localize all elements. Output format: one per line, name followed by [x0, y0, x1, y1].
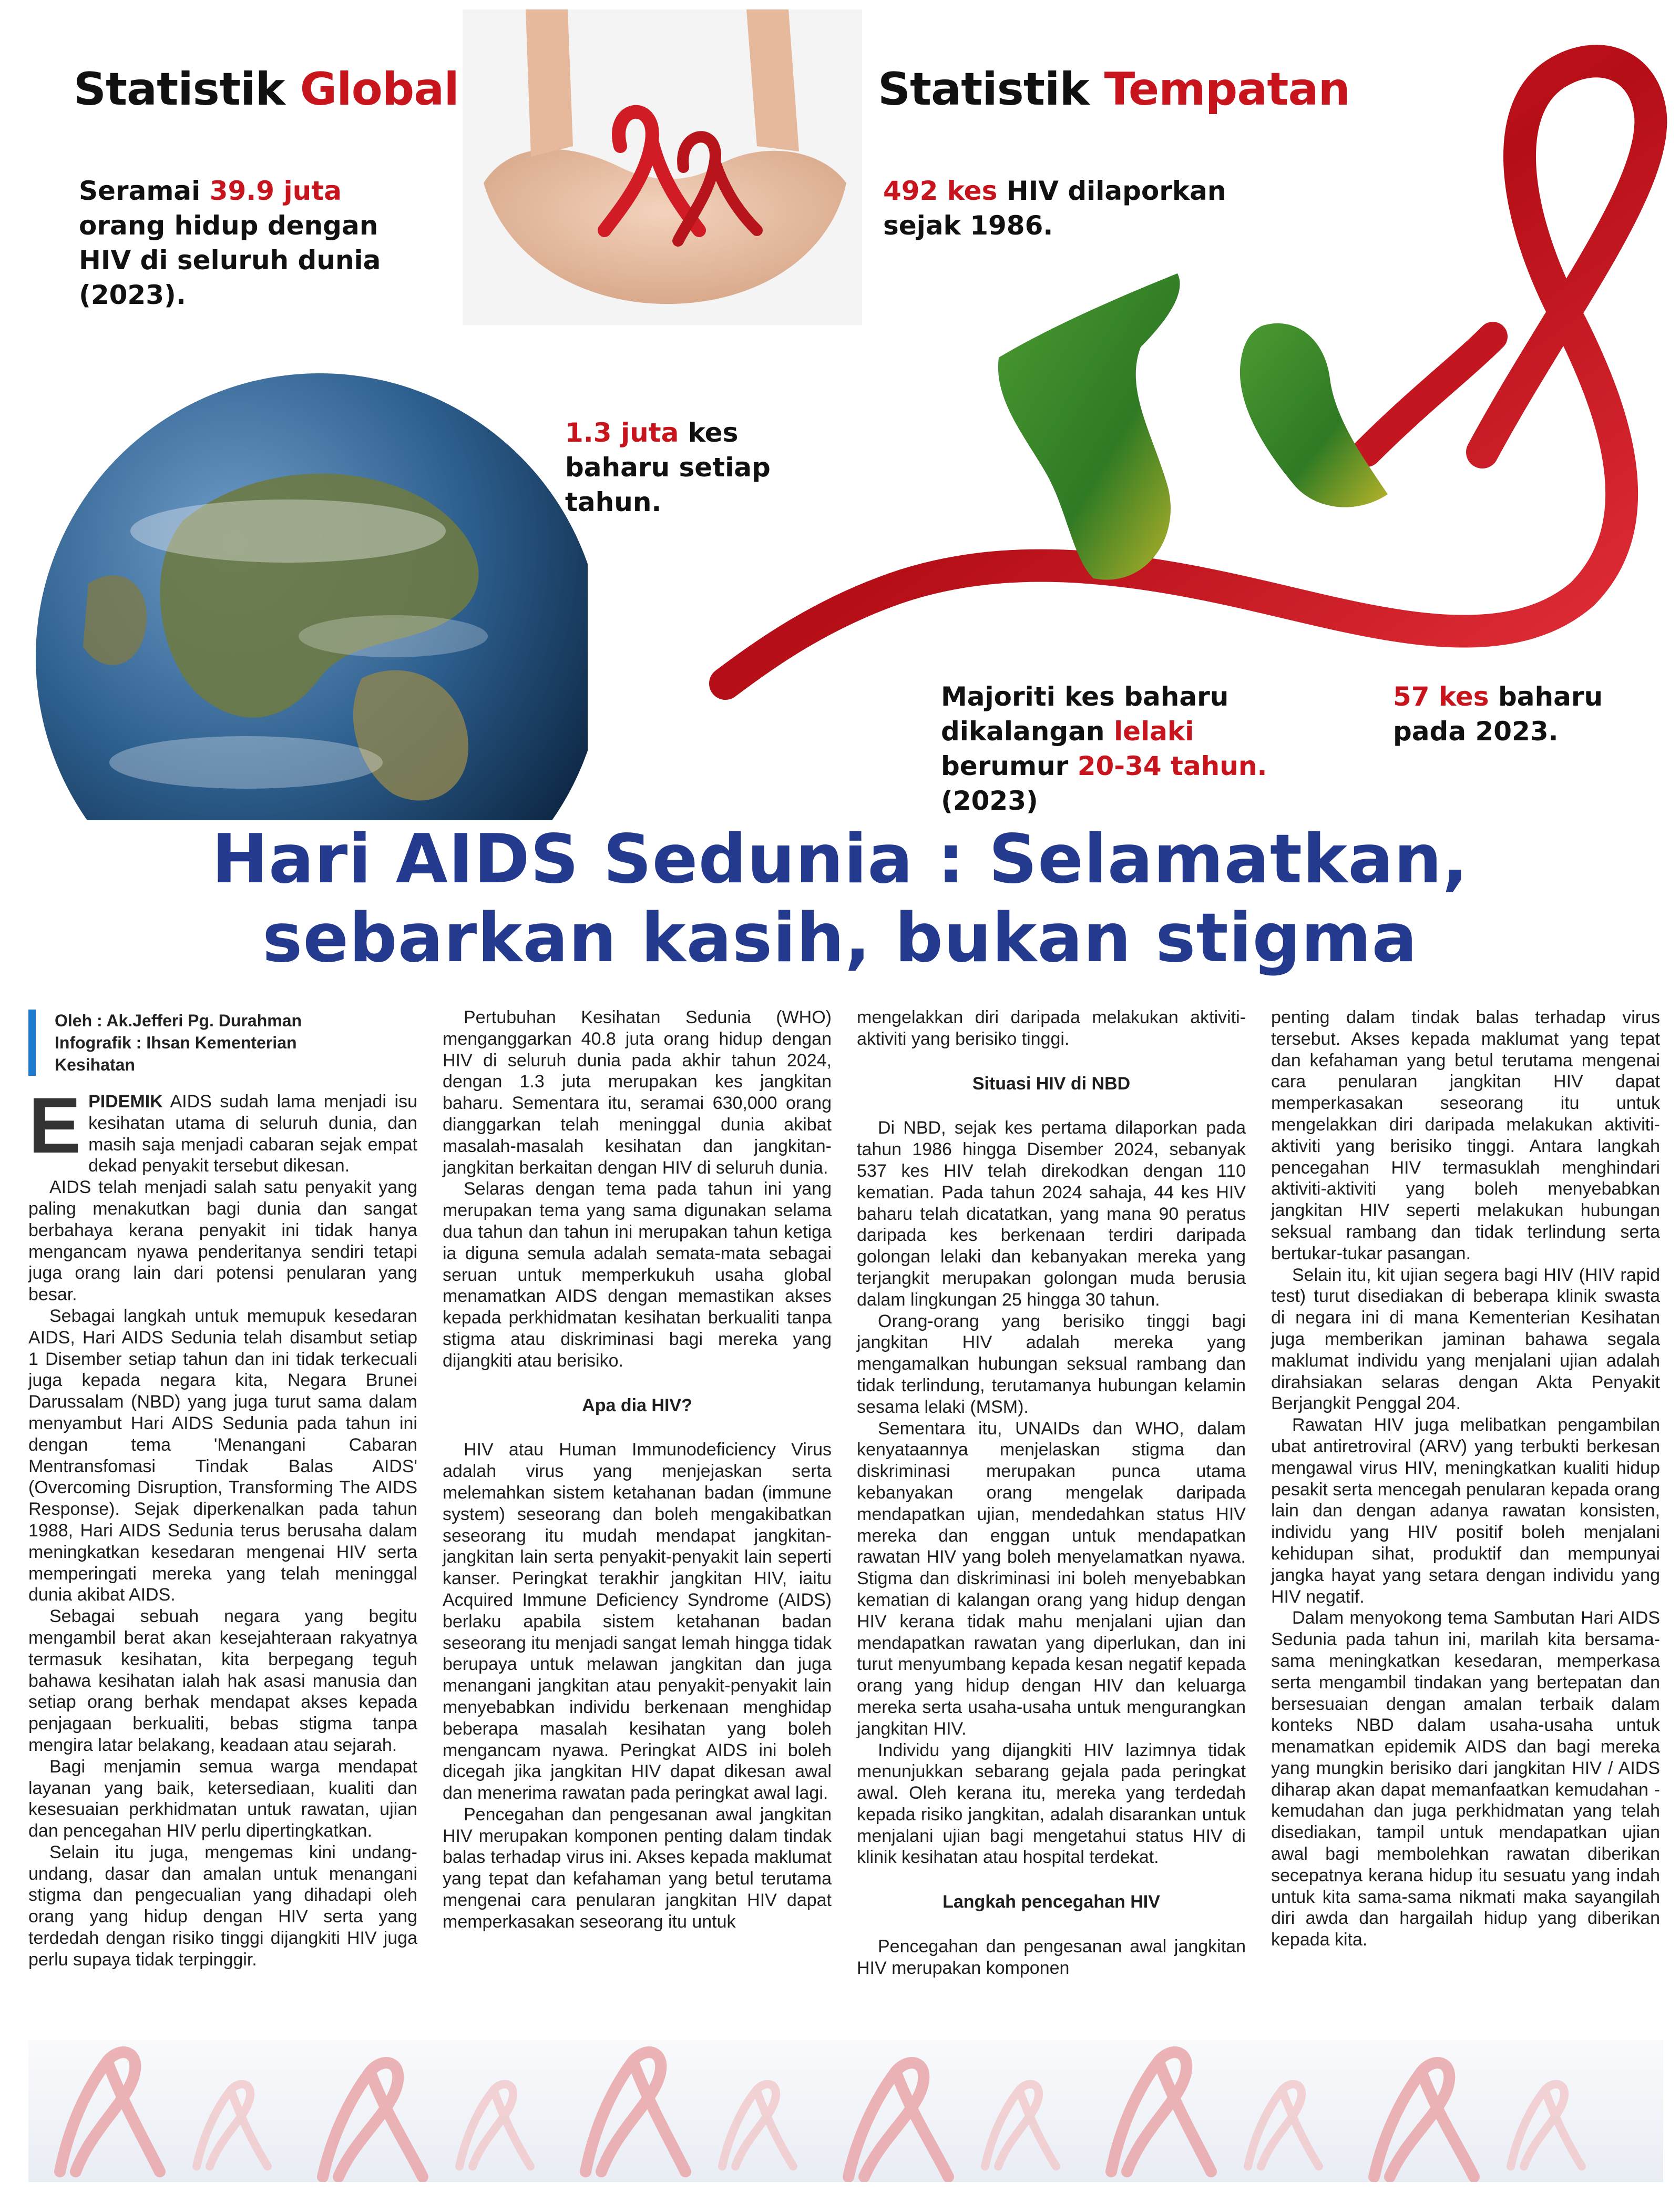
paragraph: Sebagai langkah untuk memupuk kesedaran AIDS, Hari AIDS Sedunia telah disambut setiap 1 Disember setiap tahun dan ini tidak terkecuali juga kepada negara kita, Negara Brunei Darussalam (NBD) yang juga turut sama dalam menyambut Hari AIDS Sedunia pada tahun ini dengan tema 'Menangani Cabaran Mentransfomasi Tindak Balas AIDS' (Overcoming Disruption, Transforming The AIDS Response). Sejak diperkenalkan pada tahun 1988, Hari AIDS Sedunia terus berusaha dalam meningkatkan kesedaran mengenai HIV serta memperingati mereka yang telah meninggal dunia akibat AIDS. [28, 1306, 417, 1605]
earth-globe-image [25, 363, 588, 820]
global-stats-title: Statistik Global [74, 63, 459, 116]
paragraph: Pertubuhan Kesihatan Sedunia (WHO) menganggarkan 40.8 juta orang hidup dengan HIV di seluruh dunia pada akhir tahun 2024, dengan 1.3 juta merupakan kes jangkitan baharu. Sementara itu, seramai 630,000 orang dianggarkan telah meninggal dunia akibat masalah-masalah kesihatan dan jangkitan-jangkitan berkaitan dengan HIV di seluruh dunia. [443, 1007, 832, 1178]
paragraph: HIV atau Human Immunodeficiency Virus adalah virus yang menjejaskan serta melemahkan sistem ketahanan badan (immune system) seseorang dan boleh mengakibatkan seseorang itu mudah mendapat jangkitan-jangkitan lain serta penyakit-penyakit lain seperti kanser. Peringkat terakhir jangkitan HIV, iaitu Acquired Immune Deficiency Syndrome (AIDS) berlaku apabila sistem ketahanan badan seseorang itu menjadi sangat lemah hingga tidak berupaya untuk melawan jangkitan dan juga menangani jangkitan atau penyakit-penyakit lain menyebabkan individu berkenaan menghidap beberapa masalah kesihatan yang boleh mengancam nyawa. Peringkat AIDS ini boleh dicegah jika jangkitan HIV dapat dikesan awal dan menerima rawatan pada peringkat awal lagi. [443, 1440, 832, 1803]
paragraph: Sementara itu, UNAIDs dan WHO, dalam kenyataannya menjelaskan stigma dan diskriminasi merupakan punca utama kebanyakan orang mengelak daripada mendapatkan ujian, mendedahkan status HIV mereka dan enggan untuk mendapatkan rawatan HIV yang boleh menyelamatkan nyawa. Stigma dan diskriminasi ini boleh menyebabkan kematian di kalangan orang yang hidup dengan HIV kerana tidak mahu menjalani ujian dan mendapatkan rawatan yang diperlukan, dan ini turut menyumbang kepada kesan negatif kepada orang yang hidup dengan HIV dan keluarga mereka serta usaha-usaha untuk mengurangkan jangkitan HIV. [857, 1418, 1246, 1739]
article-column-2 [443, 1007, 832, 1933]
paragraph: Di NBD, sejak kes pertama dilaporkan pada tahun 1986 hingga Disember 2024, sebanyak 537 kes HIV telah direkodkan dengan 110 kematian. Pada tahun 2024 sahaja, 44 kes HIV baharu telah dicatatkan, yang mana 90 peratus daripada kes berkenaan terdiri daripada golongan lelaki dan kebanyakan mereka yang terjangkit merupakan golongan muda berusia dalam lingkungan 25 hingga 30 tahun. [857, 1118, 1246, 1310]
paragraph: Selain itu juga, mengemas kini undang-undang, dasar dan amalan untuk menangani stigma dan pengecualian yang dihadapi oleh orang yang hidup dengan HIV serta yang terdedah dengan risiko tinggi dijangkiti HIV juga perlu supaya tidak terpinggir. [28, 1842, 417, 1970]
paragraph: Orang-orang yang berisiko tinggi bagi jangkitan HIV adalah mereka yang mengamalkan hubungan seksual rambang dan tidak terlindung, terutamanya hubungan kelamin sesama lelaki (MSM). [857, 1311, 1246, 1417]
paragraph: Bagi menjamin semua warga mendapat layanan yang baik, ketersediaan, kualiti dan kesesuaian perkhidmatan untuk rawatan, ujian dan pencegahan HIV perlu dipertingkatkan. [28, 1756, 417, 1841]
article-column-3 [857, 1007, 1246, 1979]
lead-paragraph [28, 1081, 417, 1177]
byline [28, 1010, 438, 1076]
byline-author: Oleh : Ak.Jefferi Pg. Durahman [55, 1011, 302, 1030]
subheading-situasi-hiv: Situasi HIV di NBD [972, 1073, 1131, 1094]
lead-text: AIDS sudah lama menjadi isu kesihatan utama di seluruh dunia, dan masih saja menjadi cabaran sejak empat dekad penyakit tersebut dikesan. [88, 1092, 417, 1176]
article-column-4 [1271, 1007, 1660, 1951]
local-stats-title: Statistik Tempatan [878, 63, 1350, 116]
paragraph: Selain itu, kit ujian segera bagi HIV (HIV rapid test) turut disediakan di beberapa klinik swasta di negara ini di mana Kementerian Kesihatan juga memberikan jaminan bahawa segala maklumat individu yang menjalani ujian adalah dirahsiakan selaras dengan Akta Penyakit Berjangkit Penggal 204. [1271, 1265, 1660, 1414]
paragraph: Pencegahan dan pengesanan awal jangkitan HIV merupakan komponen [857, 1937, 1246, 1978]
paragraph: AIDS telah menjadi salah satu penyakit yang paling menakutkan bagi dunia dan sangat berbahaya kerana penyakit ini tidak hanya mengancam nyawa penderitanya sendiri tetapi juga orang lain dari potensi penularan yang besar. [28, 1177, 417, 1305]
ribbon-pattern-icon [28, 2040, 1663, 2182]
paragraph: Rawatan HIV juga melibatkan pengambilan ubat antiretroviral (ARV) yang terbukti berkesan mengawal virus HIV, meningkatkan kualiti hidup pesakit serta mencegah penularan kepada orang lain dan dengan adanya rawatan konsisten, individu yang HIV positif boleh menjalani kehidupan sihat, produktif dan mempunyai jangka hayat yang setara dengan individu yang HIV negatif. [1271, 1415, 1660, 1607]
subheading-langkah-pencegahan: Langkah pencegahan HIV [943, 1892, 1160, 1912]
paragraph: Pencegahan dan pengesanan awal jangkitan HIV merupakan komponen penting dalam tindak balas terhadap virus ini. Akses kepada maklumat yang tepat dan kefahaman yang betul terutama mengenai cara penularan jangkitan HIV dapat memperkasakan seseorang itu untuk [443, 1804, 832, 1932]
local-fact-cases-since-1986: 492 kes HIV dilaporkan sejak 1986. [883, 176, 1226, 241]
paragraph: Sebagai sebuah negara yang begitu mengambil berat akan kesejahteraan rakyatnya termasuk kesihatan, kita berpegang teguh bahawa kesihatan ialah hak asasi manusia dan setiap orang berhak mendapat akses kepada penjagaan berkualiti, bebas stigma tanpa mengira latar belakang, keadaan atau sejarah. [28, 1606, 417, 1755]
paragraph: Dalam menyokong tema Sambutan Hari AIDS Sedunia pada tahun ini, marilah kita bersama-sama meningkatkan kesedaran, memperkasa serta mengambil tindakan yang bertepatan dan bersesuaian dengan amalan terbaik dalam konteks NBD dalam usaha-usaha untuk menamatkan epidemik AIDS dan bagi mereka yang mungkin berisiko dari jangkitan HIV / AIDS diharap akan dapat memanfaatkan kemudahan - kemudahan dan juga perkhidmatan yang telah disediakan, tampil untuk mendapatkan ujian awal bagi membolehkan rawatan diberikan secepatnya kerana hidup itu sesuatu yang indah untuk kita sama-sama nikmati maka sayangilah diri awda dan hargailah hidup yang diberikan kepada kita. [1271, 1608, 1660, 1950]
global-fact-new-cases: 1.3 juta kes baharu setiap tahun. [565, 417, 771, 517]
headline-line-2: sebarkan kasih, bukan stigma [262, 899, 1418, 977]
paragraph-continued: penting dalam tindak balas terhadap virus tersebut. Akses kepada maklumat yang tepat dan kefahaman yang betul terutama mengenai cara penularan jangkitan HIV dapat memperkasakan seseorang itu untuk mengelakkan diri daripada melakukan aktiviti-aktiviti yang berisiko tinggi. Antara langkah pencegahan HIV termasuklah menghindari aktiviti-aktiviti yang boleh menyebabkan jangkitan HIV seperti melakukan hubungan seksual rambang dan tidak terlindung serta bertukar-tukar pasangan. [1271, 1007, 1660, 1263]
lead-bold-word: PIDEMIK [88, 1092, 163, 1112]
ribbon-pattern-strip [28, 2040, 1663, 2182]
headline [0, 820, 1680, 978]
paragraph: Individu yang dijangkiti HIV lazimnya tidak menunjukkan sebarang gejala pada peringkat awal. Oleh kerana itu, mereka yang terdedah kepada risiko jangkitan, adalah disarankan untuk menjalani ujian bagi mengetahui status HIV di klinik kesihatan atau hospital terdekat. [857, 1740, 1246, 1868]
local-fact-new-cases-2023: 57 kes baharu pada 2023. [1393, 681, 1603, 747]
brunei-map-image [988, 263, 1419, 631]
byline-infographic-cont: Kesihatan [55, 1055, 135, 1074]
paragraph-continued: mengelakkan diri daripada melakukan aktiviti-aktiviti yang berisiko tinggi. [857, 1007, 1246, 1049]
local-fact-majority-men: Majoriti kes baharu dikalangan lelaki berumur 20-34 tahun. (2023) [941, 681, 1267, 816]
byline-infographic: Infografik : Ihsan Kementerian [55, 1033, 297, 1052]
drop-cap: E [28, 1081, 81, 1169]
headline-line-1: Hari AIDS Sedunia : Selamatkan, [211, 820, 1469, 899]
global-fact-people-living: Seramai 39.9 juta orang hidup dengan HIV di seluruh dunia (2023). [79, 176, 381, 310]
paragraph: Selaras dengan tema pada tahun ini yang merupakan tema yang sama digunakan selama dua tahun dan tahun ini merupakan tahun ketiga ia diguna semula adalah semata-mata sebagai seruan untuk memperkukuh usaha global menamatkan AIDS dengan memastikan akses kepada perkhidmatan kesihatan berkualiti tanpa stigma atau diskriminasi bagi mereka yang dijangkiti atau berisiko. [443, 1179, 832, 1371]
article-column-1 [28, 1081, 417, 1971]
hands-with-ribbons-image [463, 9, 862, 325]
infographic-hero [0, 0, 1680, 820]
subheading-apa-dia-hiv: Apa dia HIV? [582, 1395, 692, 1415]
